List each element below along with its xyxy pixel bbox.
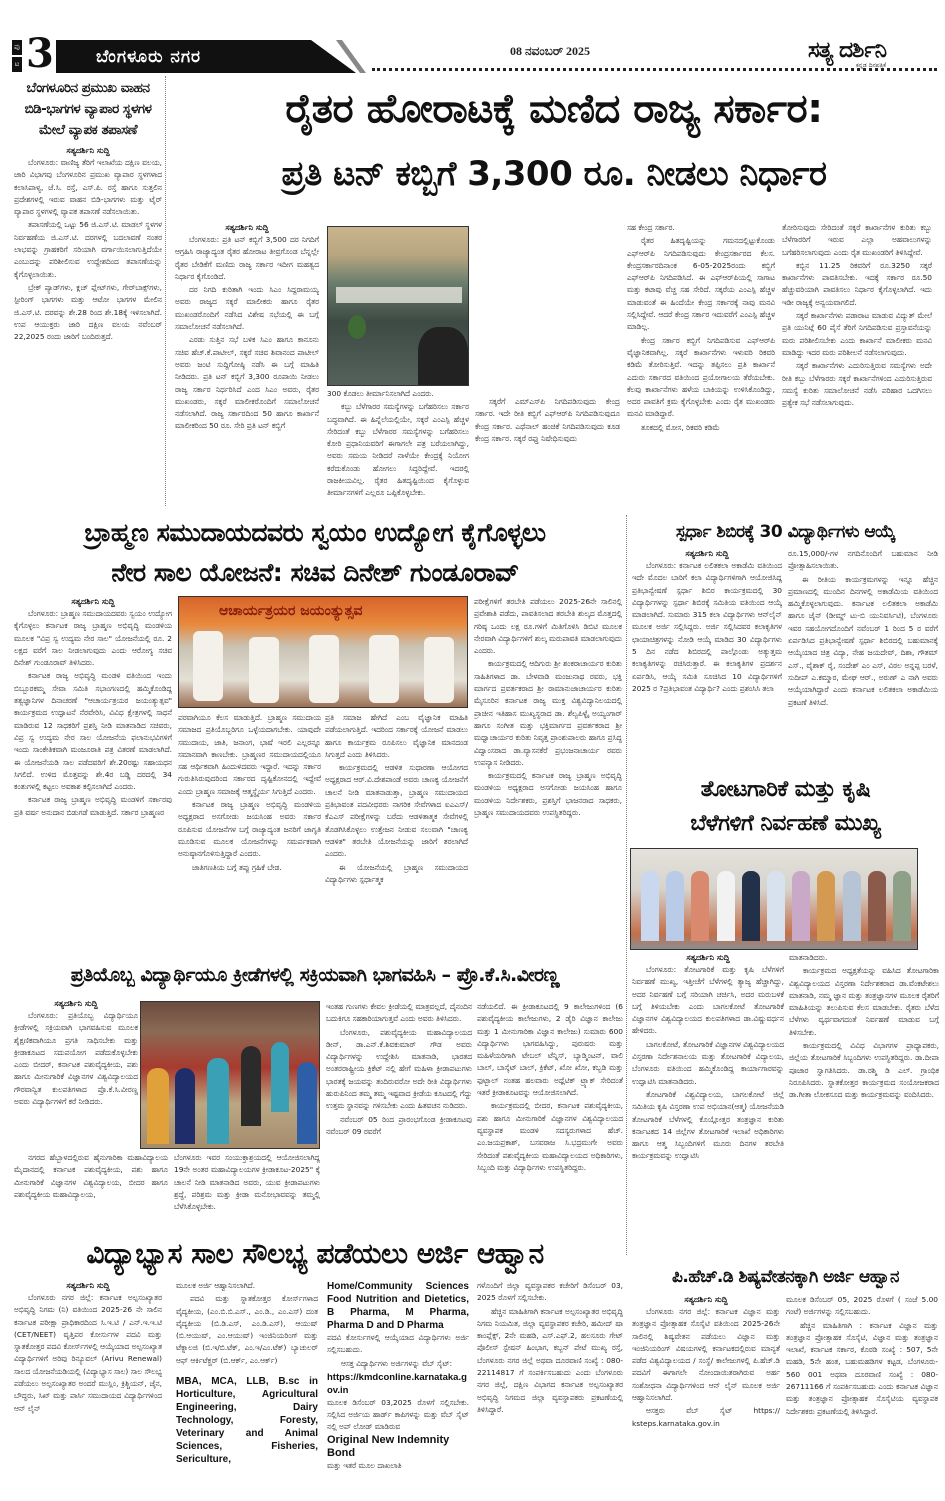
- article-sports-col1: ಸತ್ಯದರ್ಶಿನಿ ಸುದ್ದಿ ಬೆಂಗಳೂರು: ಪ್ರತಿಯೊಬ್ಬ ವಿದ್ಯಾರ್ಥಿಯೂ ಕ್ರೀಡೆಗಳಲ್ಲಿ ಸಕ್ರಿಯವಾಗಿ ಭಾಗವಹಿಸುವ ಮೂಲಕ ಶೈಕ್ಷಣಿಕವಾಗಿಯೂ ಪ್ರಗತಿ ಸಾಧಿಸಬೇಕು ಮತ್ತು ಕ್ರೀಡಾಕೂಟದ ಸದುಪಯೋಗ ಪಡೆದುಕೊಳ್ಳಬೇಕು ಎಂದು ಬೀದರ್, ಕರ್ನಾಟಕ ಪಶುವೈದ್ಯಕೀಯ, ಪಶು ಹಾಗೂ ಮೀನುಗಾರಿಕೆ ವಿಜ್ಞಾನಗಳ ವಿಶ್ವವಿದ್ಯಾಲಯದ ಗೌರವಾನ್ವಿತ ಕುಲಪತಿಗಳಾದ ಪ್ರೊ.ಕೆ.ಸಿ.ವೀರಣ್ಣ ಅವರು ವಿದ್ಯಾರ್ಥಿಗಳಿಗೆ ಕರೆ ನೀಡಿದರು.: [14, 999, 138, 1107]
- byline: ಸತ್ಯದರ್ಶಿನಿ ಸುದ್ದಿ: [685, 549, 729, 558]
- column-divider: [165, 76, 166, 506]
- article-inspection: [14, 76, 162, 506]
- byline: ಸತ್ಯದರ್ಶಿನಿ ಸುದ್ದಿ: [225, 223, 269, 232]
- page-number: 3: [26, 30, 54, 77]
- page-tag-top: ಪು: [12, 40, 22, 55]
- article-sports-col1b: ನಗರದ ಹೆಬ್ಬಾಳದಲ್ಲಿರುವ ಹೈನುಗಾರಿಕಾ ಮಹಾವಿದ್ಯಾಲಯ ಮೈದಾನದಲ್ಲಿ ಕರ್ನಾಟಕ ಪಶುವೈದ್ಯಕೀಯ, ಪಶು ಹಾಗೂ ಮೀನುಗಾರಿಕೆ ವಿಜ್ಞಾನಗಳ ವಿಶ್ವವಿದ್ಯಾಲಯ, ಬೀದರ ಹಾಗೂ ಪಶುವೈದ್ಯಕೀಯ ಮಹಾವಿದ್ಯಾಲಯ,: [14, 1153, 168, 1199]
- section-title: ಬೆಂಗಳೂರು ನಗರ: [96, 47, 202, 67]
- art-camp-headline: ಸ್ಪರ್ಧಾ ಶಿಬಿರಕ್ಕೆ 30 ವಿದ್ಯಾರ್ಥಿಗಳು ಆಯ್ಕೆ: [675, 522, 896, 542]
- award-ceremony-photo: [178, 596, 468, 708]
- brahmin-headline-line2: ನೇರ ಸಾಲ ಯೋಜನೆ: ಸಚಿವ ದಿನೇಶ್ ಗುಂಡೂರಾವ್: [111, 558, 519, 587]
- article-horticulture-col2: ಮಾತನಾಡಿದರು. ಕಾರ್ಯಕ್ರಮದ ಅಧ್ಯಕ್ಷತೆಯನ್ನು ವಹಿಸಿದ ತೋಟಗಾರಿಕಾ ವಿಶ್ವವಿದ್ಯಾಲಯದ ವಿಸ್ತರಣಾ ನಿರ್ದೇಶಕರಾದ ಡಾ.ವೆಂಕಟೇಶಲು ಮಾತನಾಡಿ, ನಮ್ಮ ಜ್ಞಾನ ಮತ್ತು ತಂತ್ರಜ್ಞಾನಗಳ ಮೂಲಕ ರೈತರಿಗೆ ಮಾಹಿತಿಯನ್ನು ತಲುಪಿಸುವ ಕೆಲಸ ಮಾಡಬೇಕು. ರೈತರು ಬೆಳೆದ ಬೆಳೆಗಳು ವ್ಯರ್ಥವಾಗದಂತೆ ನಿರ್ವಹಣೆ ಮಾಡುವ ಬಗ್ಗೆ ತಿಳಿಸಬೇಕು. ಕಾರ್ಯಕ್ರಮದಲ್ಲಿ ವಿವಿಧ ವಿಭಾಗಗಳ ಪ್ರಾಧ್ಯಾಪಕರು, ಜಿಲ್ಲೆಯ ತೋಟಗಾರಿಕೆ ಸಿಬ್ಬಂದಿಗಳು ಉಪಸ್ಥಿತರಿದ್ದರು. ಡಾ.ದೀಪಾ ಪೂಜಾರ ಸ್ವಾಗತಿಸಿದರು. ಡಾ.ರಶ್ಮಿ ಡಿ ಎಲ್. ಗ್ರಾಂಥಿಕ ನಿರೂಪಿಸಿದರು. ಸ್ನಾತಕೋತ್ತರ ಕಾರ್ಯಕ್ರಮದ ಸಂಯೋಜಕರಾದ ಡಾ.ಗೀತಾ ಲೋಕಸೂದ ಮತ್ತು ಕಾರ್ಯಕ್ರಮವನ್ನು ವಂದಿಸಿದರು.: [789, 953, 939, 1100]
- indemnity-bond-text: Original New Indemnity Bond: [327, 1433, 450, 1459]
- article-eduloan-col2: ಮೂಲಕ ಅರ್ಜಿ ಆಹ್ವಾನಿಸಲಾಗಿದೆ. ಪದವಿ ಮತ್ತು ಸ್ನಾತಕೋತ್ತರ ಕೋರ್ಸ್‌ಗಳಾದ ವೈದ್ಯಕೀಯ, (ಎಂ.ಬಿ.ಬಿ.ಎಸ್., ಎಂ.ಡಿ., ಎಂ.ಎಸ್) ದಂತ ವೈದ್ಯಕೀಯ (ಬಿ.ಡಿ.ಎಸ್, ಎಂ.ಡಿ.ಎಸ್), ಆಯುಷ್ (ಬಿ.ಆಯುಷ್, ಎಂ.ಆಯುಷ್) ಇಂಜಿನಿಯರಿಂಗ್ ಮತ್ತು ಟೆಕ್ನಾಲಜಿ (ಬಿ.ಇ/ಬಿ.ಟೆಕ್, ಎಂ.ಇ/ಎಂ.ಟೆಕ್) ಬ್ಯಾಚುಲರ್ ಆಫ್ ಆರ್ಕಿಟೆಕ್ಚರ್ (ಬಿ.ಆರ್ಕ್, ಎಂ.ಆರ್ಕ್) MBA, MCA, LLB, B.sc in Horticulture, Agricultural Engineering, Dairy Technology, Foresty, Veterinary and Animal Sciences, Fisheries, Sericulture,: [176, 1281, 318, 1465]
- article-sugarcane-col4: ತೋರಿಸುವುದು ಸೇರಿದಂತೆ ಸಕ್ಕರೆ ಕಾರ್ಖಾನೆಗಳ ಕುರಿತು ಕಬ್ಬು ಬೆಳೆಗಾರರಿಗೆ ಇರುವ ಎಲ್ಲಾ ಅಹವಾಲುಗಳನ್ನು ಬಗೆಹರಿಸಲಾಗುವುದು ಎಂದು ರೈತ ಮುಖಂಡರಿಗೆ ತಿಳಿಸಿದ್ದೇವೆ. ಕಬ್ಬಿನ 11.25 ರಿಕವರಿಗೆ ರೂ.3250 ಸಕ್ಕರೆ ಕಾರ್ಖಾನೆಗಳು ಪಾವತಿಸಬೇಕು. ಇದಕ್ಕೆ ಸರ್ಕಾರ ರೂ.50 ಹೆಚ್ಚುವರಿಯಾಗಿ ಪಾವತಿಸಲು ನಿರ್ಧಾರ ಕೈಗೊಳ್ಳಲಾಗಿದೆ. ಇದು ಇಡೀ ರಾಜ್ಯಕ್ಕೆ ಅನ್ವಯವಾಗಲಿದೆ. ಸಕ್ಕರೆ ಕಾರ್ಖಾನೆಗಳು ಪಡಾರಾಟ ಮಾಡುವ ವಿದ್ಯುತ್ ಮೇಲೆ ಪ್ರತಿ ಯುನಿಟ್ಗೆ 60 ಪೈಸೆ ತೆರಿಗೆ ನಿಗದಿಪಡಿಸುವ ಪ್ರಸ್ತಾವನೆಯನ್ನು ಮರು ಪರಿಶೀಲಿಸಬೇಕು ಎಂದು ಕಾರ್ಖಾನೆ ಮಾಲೀಕರು ಮನವಿ ಮಾಡಿದ್ದು ಇದರ ಮರು ಪರಿಶೀಲನೆ ನಡೆಸಲಾಗುವುದು. ಸಕ್ಕರೆ ಕಾರ್ಖಾನೆಗಳು ಎದುರಿಸುತ್ತಿರುವ ಸಮಸ್ಯೆಗಳು ಅದೇ ರೀತಿ ಕಬ್ಬು ಬೆಳೆಗಾರರು ಸಕ್ಕರೆ ಕಾರ್ಖಾನೆಗಳಿಂದ ಎದುರಿಸುತ್ತಿರುವ ಸಮಸ್ಯೆ ಕುರಿತು ಸಮಾಲೋಚನೆ ನಡೆಸಿ ಪರಿಹಾರ ಒದಗಿಸಲು ಪ್ರತ್ಯೇಕ ಸಭೆ ನಡೆಸಲಾಗುವುದು.: [782, 223, 932, 408]
- horticulture-group-photo: [630, 848, 918, 950]
- article-eduloan-col3: Home/Community Sciences Food Nutrition and Dietetics, B Pharma, M Pharma, Pharma D and D Pharma ಪದವಿ ಕೋರ್ಸುಗಳಲ್ಲಿ ಆಯ್ಕೆಯಾದ ವಿದ್ಯಾರ್ಥಿಗಳು ಅರ್ಜಿ ಸಲ್ಲಿಸಬಹುದು. ಆಸಕ್ತ ವಿದ್ಯಾರ್ಥಿಗಳು ಅರ್ಜಿಗಳನ್ನು ವೆಬ್ ಸೈಟ್: https://kmdconline.karnataka.gov.in ಮೂಲಕ ಡಿಸೆಂಬರ್ 03,2025 ರೊಳಗೆ ಸಲ್ಲಿಸಬೇಕು. ಸಲ್ಲಿಸಿದ ಅರ್ಜಿಯ ಹಾರ್ಡ್ ಕಾಪಿಗಳನ್ನು ಮತ್ತು ವೆಬ್ ಸೈಟ್ ನಲ್ಲಿ ಅಪ್ ಲೋಡ್ ಮಾಡಿರುವ Original New Indemnity Bond ಮತ್ತು ಇತರೆ ಮೂಲ ದಾಖಲಾತಿ: [327, 1281, 469, 1470]
- horticulture-headline-line1: ತೋಟಗಾರಿಕೆ ಮತ್ತು ಕೃಷಿ: [700, 777, 871, 802]
- dotted-rule: [372, 68, 937, 71]
- article-sports-col2: ಬೆಂಗಳೂರು ಇವರ ಸಂಯುಕ್ತಾಶ್ರಯದಲ್ಲಿ ಆಯೋಜಿಸಲಾಗಿದ್ದ 19ನೇ ಅಂತರ ಮಹಾವಿದ್ಯಾಲಯಗಳ ಕ್ರೀಡಾಕೂಟ-2025" ಕ್ಕೆ ಚಾಲನೆ ನೀಡಿ ಮಾತನಾಡಿದ ಅವರು, ಯುವ ಕ್ರೀಡಾಪಟುಗಳು ಶ್ರದ್ಧೆ, ಪರಿಶ್ರಮ ಮತ್ತು ಕ್ರೀಡಾ ಮನೋಭಾವವನ್ನು ತಮ್ಮಲ್ಲಿ ಬೆಳೆಸಿಕೊಳ್ಳಬೇಕು.: [174, 1153, 320, 1212]
- article-brahmin-col1: ಸತ್ಯದರ್ಶಿನಿ ಸುದ್ದಿ ಬೆಂಗಳೂರು: ಬ್ರಾಹ್ಮಣ ಸಮುದಾಯದವರು ಸ್ವಯಂ ಉದ್ಯೋಗ ಕೈಗೊಳ್ಳಲು ಕರ್ನಾಟಕ ರಾಜ್ಯ ಬ್ರಾಹ್ಮಣ ಅಭಿವೃದ್ಧಿ ಮಂಡಳಿಯ ಮೂಲಕ "ವಿಪ್ರ ಸ್ವ ಉದ್ಯಮ ನೇರ ಸಾಲ" ಯೋಜನೆಯಲ್ಲಿ ರೂ. 2 ಲಕ್ಷದ ವರೆಗೆ ಸಾಲ ನೀಡಲಾಗುವುದು ಎಂದು ಆರೋಗ್ಯ ಸಚಿವ ದಿನೇಶ್ ಗುಂಡೂರಾವ್ ತಿಳಿಸಿದರು. ಕರ್ನಾಟಕ ರಾಜ್ಯ ಅಭಿವೃದ್ಧಿ ಮಂಡಳಿ ವತಿಯಿಂದ ಇಂದು ಬಿಬ್ಬೂರಕಮ್ಮ ಸೇವಾ ಸಮಿತಿ ಸಭಾಂಗಣದಲ್ಲಿ ಹಮ್ಮಿಕೊಂಡಿದ್ದ ತತ್ವಜ್ಞಾನಿಗಳ ದಿನಾಚರಣೆ "ಆಚಾರ್ಯತ್ರಯರ ಜಯಂತ್ಯುತ್ಸವ" ಕಾರ್ಯಕ್ರಮದ ಉದ್ಘಾಟನೆ ನೆರವೇರಿಸಿ, ವಿವಿಧ ಕ್ಷೇತ್ರಗಳಲ್ಲಿ ಸಾಧನೆ ಮಾಡಿರುವ 12 ಸಾಧಕರಿಗೆ ಪ್ರಶಸ್ತಿ ನೀಡಿ ಮಾತನಾಡಿದ ಸಚಿವರು, ವಿಪ್ರ ಸ್ವ ಉದ್ಯಮ ನೇರ ಸಾಲ ಯೋಜನೆಯ ಫಲಾನುಭವಿಗಳಿಗೆ ಇಂದು ಸಾಂಕೇತಿಕವಾಗಿ ಮಂಜೂರಾತಿ ಪತ್ರ ವಿತರಣೆ ಮಾಡಲಾಗಿದೆ. ಈ ಯೋಜನೆಯಡಿ ಸಾಲ ಪಡೆದವರಿಗೆ ಶೇ.20ರಷ್ಟು ಸಹಾಯಧನ ಸಿಗಲಿದೆ. ಉಳಿದ ಮೊತ್ತವನ್ನು ಶೇ.4ರ ಬಡ್ಡಿ ದರದಲ್ಲಿ 34 ಕಂತುಗಳಲ್ಲಿ ಕಟ್ಟಲು ಅವಕಾಶ ಕಲ್ಪಿಸಲಾಗಿದೆ ಎಂದರು. ಕರ್ನಾಟಕ ರಾಜ್ಯ ಬ್ರಾಹ್ಮಣ ಅಭಿವೃದ್ಧಿ ಮಂಡಳಿಗೆ ಸರ್ಕಾರವು ಪ್ರತಿ ವರ್ಷ ಅನುದಾನ ಬಿಡುಗಡೆ ಮಾಡುತ್ತಿದೆ. ಸರ್ಕಾರ ಬ್ರಾಹ್ಮಣರ: [14, 597, 172, 817]
- byline: ಸತ್ಯದರ್ಶಿನಿ ಸುದ್ದಿ: [686, 953, 730, 962]
- issue-date: 08 ನವಂಬರ್ 2025: [510, 44, 591, 58]
- byline: ಸತ್ಯದರ್ಶಿನಿ ಸುದ್ದಿ: [66, 1281, 110, 1290]
- article-sugarcane-col1: ಸತ್ಯದರ್ಶಿನಿ ಸುದ್ದಿ ಬೆಂಗಳೂರು: ಪ್ರತಿ ಟನ್ ಕಬ್ಬಿಗೆ 3,500 ದರ ನಿಗದಿಗೆ ಆಗ್ರಹಿಸಿ ರಾಜ್ಯಾದ್ಯಂತ ರೈತರ ಹೋರಾಟ ತೀವ್ರಗೊಂಡ ಬೆನ್ನಲ್ಲೇ ರೈತರ ಬೇಡಿಕೆಗೆ ಮಣಿದು ರಾಜ್ಯ ಸರ್ಕಾರ ಇದೀಗ ಮಹತ್ವದ ನಿರ್ಧಾರ ಕೈಗೊಂಡಿದೆ. ದರ ನಿಗದಿ ಕುರಿತಾಗಿ ಇಂದು ಸಿಎಂ ಸಿದ್ದರಾಮಯ್ಯ ಅವರು ರಾಜ್ಯದ ಸಕ್ಕರೆ ಮಾಲೀಕರು ಹಾಗೂ ರೈತರ ಮುಖಂಡರೊಂದಿಗೆ ನಡೆಸಿದ ವಿಶೇಷ ಸಭೆಯಲ್ಲಿ ಈ ಬಗ್ಗೆ ಸಮಾಲೋಚನೆ ನಡೆಸಲಾಗಿದೆ. ಎರಡು ಸುತ್ತಿನ ಸಭೆ ಬಳಿಕ ಸಿಎಂ ಹಾಗೂ ಕಾನೂನು ಸಚಿವ ಹೆಚ್.ಕೆ.ಪಾಟೀಲ್, ಸಕ್ಕರೆ ಸಚಿವ ಶಿವಾನಂದ ಪಾಟೀಲ್ ಅವರು ಜಂಟಿ ಸುದ್ದಿಗೋಷ್ಠಿ ನಡೆಸಿ ಈ ಬಗ್ಗೆ ಮಾಹಿತಿ ನೀಡಿದರು. ಪ್ರತಿ ಟನ್ ಕಬ್ಬಿಗೆ 3,300 ರೂಪಾಯಿ ನೀಡಲು ರಾಜ್ಯ ಸರ್ಕಾರ ನಿರ್ಧರಿಸಿದೆ ಎಂದ ಸಿಎಂ ಅವರು, ರೈತರ ಮುಖಂಡರು, ಸಕ್ಕರೆ ಮಾಲೀಕರೊಂದಿಗೆ ಸಮಾಲೋಚನೆ ನಡೆಸಲಾಗಿದೆ. ರಾಜ್ಯ ಸರ್ಕಾರದಿಂದ 50 ಹಾಗೂ ಕಾರ್ಖಾನೆ ಮಾಲೀಕರಿಂದ 50 ರೂ. ಸೇರಿ ಪ್ರತಿ ಟನ್ ಕಬ್ಬಿಗೆ: [175, 223, 319, 431]
- byline: ಸತ್ಯದರ್ಶಿನಿ ಸುದ್ದಿ: [71, 597, 115, 606]
- paper-logo: ಸತ್ಯ ದರ್ಶಿನಿ: [808, 38, 886, 63]
- article-phd-col1: ಸತ್ಯದರ್ಶಿನಿ ಸುದ್ದಿ ಬೆಂಗಳೂರು ನಗರ ಜಿಲ್ಲೆ: ಕರ್ನಾಟಕ ವಿಜ್ಞಾನ ಮತ್ತು ತಂತ್ರಜ್ಞಾನ ಪ್ರೋತ್ಸಾಹಕ ಸೊಸೈಟಿ ವತಿಯಿಂದ 2025-26ನೇ ಸಾಲಿನಲ್ಲಿ ಶಿಷ್ಯವೇತನ ಪಡೆಯಲು ವಿಜ್ಞಾನ ಮತ್ತು ಇಂಜಿನಿಯರಿಂಗ್ ವಿಷಯಗಳಲ್ಲಿ ಕರ್ನಾಟಕದಲ್ಲಿರುವ ಮಾನ್ಯತೆ ಪಡೆದ ವಿಶ್ವವಿದ್ಯಾಲಯದ / ಸಂಸ್ಥೆ/ ಕಾಲೇಜುಗಳಲ್ಲಿ ಪಿ.ಹೆಚ್.ಡಿ ಪದವಿಗೆ ಈಗಾಗಲೇ ನೋಂದಾಯಿತರಾಗಿರುವ ಅರ್ಹ ಸಂಶೋಧನಾ ವಿದ್ಯಾರ್ಥಿಗಳಿಂದ ಆನ್ ಲೈನ್ ಮೂಲಕ ಅರ್ಜಿ ಆಹ್ವಾನಿಸಲಾಗಿದೆ. ಆಸಕ್ತರು ವೆಬ್ ಸೈಟ್ https:// ksteps.karnataka.gov.in: [632, 1295, 780, 1428]
- article-brahmin-col2b: ಪ್ರತಿ ಸಮಾಜ ಹೇಗಿದೆ ಎಂಬ ವೈಜ್ಞಾನಿಕ ಮಾಹಿತಿ ಪಡೆಯಲಾಗುತ್ತಿದೆ. ಇದರಿಂದ ಸರ್ಕಾರಕ್ಕೆ ಯೋಜನೆ ಮಾಡಲು ಹಾಗೂ ಕಾರ್ಯಕ್ರಮ ರೂಪಿಸಲು ವೈಜ್ಞಾನಿಕ ಮಾನದಂಡ ಸಿಗುತ್ತದೆ ಎಂದು ತಿಳಿಸಿದರು. ಕಾರ್ಯಕ್ರಮದಲ್ಲಿ ಆಡಳಿತ ಸುಧಾರಣಾ ಆಯೋಗದ ಅಧ್ಯಕ್ಷರಾದ ಆರ್.ವಿ.ದೇಶಪಾಂಡೆ ಅವರು ಚಾಣಕ್ಯ ಯೋಜನೆಗೆ ಚಾಲನೆ ನೀಡಿ ಮಾತನಾಡುತ್ತಾ, ಬ್ರಾಹ್ಮಣ ಸಮುದಾಯದ ಪ್ರತಿಭಾವಂತ ಪದವೀಧರರು ನಾಗರಿಕ ಸೇವೆಗಳಾದ ಐಎಎಸ್/ಕೆಎಎಸ್ ಪರೀಕ್ಷೆಗಳನ್ನು ಬರೆದು ಆಡಳಿತಾತ್ಮಕ ಸೇವೆಗಳಲ್ಲಿ ತೊಡಗಿಸಿಕೊಳ್ಳಲು ಉತ್ತೇಜನ ನೀಡುವ ಸಲುವಾಗಿ "ಚಾಣಕ್ಯ ಆಡಳಿತ" ತರಬೇತಿ ಯೋಜನೆಯನ್ನು ಜಾರಿಗೆ ತರಲಾಗಿದೆ ಎಂದರು. ಈ ಯೋಜನೆಯಲ್ಲಿ ಬ್ರಾಹ್ಮಣ ಸಮುದಾಯದ ವಿದ್ಯಾರ್ಥಿಗಳು ಸ್ಪರ್ಧಾತ್ಮಕ: [325, 713, 468, 884]
- article-brahmin-col3: ಪರೀಕ್ಷೆಗಳಿಗೆ ತರಬೇತಿ ಪಡೆಯಲು 2025-26ನೇ ಸಾಲಿನಲ್ಲಿ ಪ್ರವೇಶಾತಿ ಪಡೆದು, ಪಾವತಿಸಲಾದ ತರಬೇತಿ ಶುಲ್ಕದ ಮೊತ್ತದಲ್ಲಿ ಗರಿಷ್ಠ ಒಂದು ಲಕ್ಷ ರೂ.ಗಳಿಗೆ ಮಿತಿಗೊಳಿಸಿ ಡಿಬಿಟಿ ಮೂಲಕ ನೇರವಾಗಿ ವಿದ್ಯಾರ್ಥಿಗಳಿಗೆ ಶುಲ್ಕ ಮರುಪಾವತಿ ಮಾಡಲಾಗುವುದು ಎಂದರು. ಕಾರ್ಯಕ್ರಮದಲ್ಲಿ ಆದಿಗುರು ಶ್ರೀ ಶಂಕರಾಚಾರ್ಯರ ಕುರಿತು ಸಾಹಿತಿಗಳಾದ ಡಾ. ಬೇಳವಾಡಿ ಮಂಜುನಾಥ ರವರು, ಭಕ್ತಿ ಮಾರ್ಗದ ಪ್ರವರ್ತಕರಾದ ಶ್ರೀ ರಾಮಾನುಜಾಚಾರ್ಯರ ಕುರಿತು ಮೈಸೂರಿನ ಕರ್ನಾಟಕ ರಾಜ್ಯ ಮುಕ್ತ ವಿಶ್ವವಿದ್ಯಾನಿಲಯದಲ್ಲಿ ಪ್ರಾಚೀನ ಇತಿಹಾಸ ಮುಖ್ಯಸ್ಥರಾದ ಡಾ. ಶೆಲ್ವಪಿಳ್ಳೈ ಅಯ್ಯಂಗಾರ್ ಹಾಗೂ ಸಂಗೀತ ಮತ್ತು ಭಕ್ತಿಮಾರ್ಗದ ಪ್ರವರ್ತಕರಾದ ಶ್ರೀ ಮಧ್ವಾಚಾರ್ಯರ ಕುರಿತು ನಿವೃತ್ತ ಪ್ರಾಂಶುಪಾಲರು ಹಾಗೂ ಪ್ರಸಿದ್ಧ ವಿದ್ವಾಂಸರಾದ ಡಾ.ವ್ಯಾಸನಕೆರೆ ಪ್ರಭಂಜನಾಚಾರ್ಯ ರವರು ಉಪನ್ಯಾಸ ನೀಡಿದರು. ಕಾರ್ಯಕ್ರಮದಲ್ಲಿ ಕರ್ನಾಟಕ ರಾಜ್ಯ ಬ್ರಾಹ್ಮಣ ಅಭಿವೃದ್ಧಿ ಮಂಡಳಿಯ ಅಧ್ಯಕ್ಷರಾದ ಅಸಗೋಡು ಜಯಸಿಂಹ ಹಾಗೂ ಮಂಡಳಿಯ ನಿರ್ದೇಶಕರು, ಪ್ರಶಸ್ತಿಗೆ ಭಾಜನರಾದ ಸಾಧಕರು, ಬ್ರಾಹ್ಮಣ ಸಮುದಾಯದವರು ಉಪಸ್ಥಿತರಿದ್ದರು.: [474, 597, 622, 818]
- page-tag: [12, 40, 22, 72]
- meeting-photo: [327, 226, 469, 386]
- education-loan-headline: ವಿದ್ಯಾಭ್ಯಾಸ ಸಾಲ ಸೌಲಭ್ಯ ಪಡೆಯಲು ಅರ್ಜಿ ಆಹ್ವಾನ: [86, 1237, 544, 1270]
- byline: ಸತ್ಯದರ್ಶಿನಿ ಸುದ್ದಿ: [54, 999, 98, 1008]
- paper-tagline: ಕನ್ನಡ ದಿನಪತ್ರಿಕೆ: [856, 62, 887, 69]
- article-horticulture-col1: ಸತ್ಯದರ್ಶಿನಿ ಸುದ್ದಿ ಬೆಂಗಳೂರು: ತೋಟಗಾರಿಕೆ ಮತ್ತು ಕೃಷಿ ಬೆಳೆಗಳಿಗೆ ನಿರ್ವಹಣೆ ಮುಖ್ಯ, ಇತ್ತೀಚೆಗೆ ಬೆಳೆಗಳಲ್ಲಿ ತ್ಯಾಜ್ಯ ಹೆಚ್ಚಾಗಿದ್ದು, ಅದರ ನಿರ್ವಹಣೆ ಬಗ್ಗೆ ಸರಿಯಾಗಿ ಚರ್ಚಿಸಿ, ಅದರ ಮರುಬಳಕೆ ಬಗ್ಗೆ ತಿಳಿಯಬೇಕು ಎಂದು ಬಾಗಲಕೋಟೆ ತೋಟಗಾರಿಕೆ ವಿಜ್ಞಾನಗಳ ವಿಶ್ವವಿದ್ಯಾಲಯದ ಕುಲಪತಿಗಳಾದ ಡಾ.ವಿಷ್ಣುವರ್ಧನ ಹೇಳಿದರು. ಬಾಗಲಕೋಟೆ, ತೋಟಗಾರಿಕೆ ವಿಜ್ಞಾನಗಳ ವಿಶ್ವವಿದ್ಯಾಲಯದ ವಿಸ್ತರಣಾ ನಿರ್ದೇಶನಾಲಯ ಮತ್ತು ತೋಟಗಾರಿಕೆ ವಿದ್ಯಾಲಯ, ಬೆಂಗಳೂರು ವತಿಯಿಂದ ಹಮ್ಮಿಕೊಂಡಿದ್ದ ಕಾರ್ಯಾಗಾರವನ್ನು ಉದ್ಘಾಟಿಸಿ ಮಾತನಾಡಿದರು. ತೋಟಗಾರಿಕೆ ವಿಶ್ವವಿದ್ಯಾಲಯ, ಬಾಗಲಕೋಟೆ ಜಿಲ್ಲೆ ಸಮಿತಿಯ ಕೃಷಿ ವಿಸ್ತರಣಾ ಉಪ ಅಭಿಯಾನ(ಆತ್ಮ) ಯೋಜನೆಯಡಿ ತೋಟಗಾರಿಕೆ ಬೆಳೆಗಳಲ್ಲಿ ಕೊಯ್ಲೋತ್ತರ ತಂತ್ರಜ್ಞಾನ ಕುರಿತು ಕರ್ನಾಟಕದ 14 ಜಿಲ್ಲೆಗಳ ತೋಟಗಾರಿಕೆ ಇಲಾಖೆ ಅಧಿಕಾರಿಗಳು ಹಾಗೂ ಆತ್ಮ ಸಿಬ್ಬಂದಿಗಳಿಗೆ ಮೂರು ದಿನಗಳ ತರಬೇತಿ ಕಾರ್ಯಕ್ರಮವನ್ನು ಉದ್ಘಾಟಿಸಿ: [632, 953, 784, 1161]
- sports-group-photo: [140, 1001, 320, 1149]
- article-headline: ಬೆಂಗಳೂರಿನ ಪ್ರಮುಖ ವಾಹನ ಬಿಡಿ-ಭಾಗಗಳ ವ್ಯಾಪಾರ ಸ್ಥಳಗಳ ಮೇಲೆ ವ್ಯಾಪಕ ತಪಾಸಣೆ: [24, 80, 152, 138]
- byline: ಸತ್ಯದರ್ಶಿನಿ ಸುದ್ದಿ: [684, 1295, 728, 1304]
- column-divider: [626, 515, 627, 1255]
- article-sugarcane-col2: 300 ಕೊಡಲು ತೀರ್ಮಾನಿಸಲಾಗಿದೆ ಎಂದರು. ಕಬ್ಬು ಬೆಳೆಗಾರರ ಸಮಸ್ಯೆಗಳನ್ನು ಬಗೆಹರಿಸಲು ಸರ್ಕಾರ ಬದ್ಧವಾಗಿದೆ. ಈ ಹಿನ್ನೆಲೆಯಲ್ಲಿಯೇ, ಸಕ್ಕರೆ ಎಂಎಸ್ಪಿ ಹೆಚ್ಚಳ ಸೇರಿದಂತೆ ಕಬ್ಬು ಬೆಳೆಗಾರರ ಸಮಸ್ಯೆಗಳನ್ನು ಬಗೆಹರಿಸಲು ಕೋರಿ ಪ್ರಧಾನಿಯವರಿಗೆ ಈಗಾಗಲೇ ಪತ್ರ ಬರೆಯಲಾಗಿದ್ದು, ಅವರು ಸಮಯ ನೀಡಿದರೆ ನಾಳೆಯೇ ಕೇಂದ್ರಕ್ಕೆ ನಿಯೋಗ ಕರೆದುಕೊಂಡು ಹೋಗಲು ಸಿದ್ಧರಿದ್ದೇವೆ. ಇದರಲ್ಲಿ ರಾಜಕೀಯವಿಲ್ಲ. ರೈತರ ಹಿತದೃಷ್ಟಿಯಿಂದ ಕೈಗೊಳ್ಳುವ ತೀರ್ಮಾನಗಳಿಗೆ ಎಲ್ಲರೂ ಒಪ್ಪಿಕೊಳ್ಳಬೇಕು.: [327, 389, 469, 498]
- phd-headline: ಪಿ.ಹೆಚ್.ಡಿ ಶಿಷ್ಯವೇತನಕ್ಕಾಗಿ ಅರ್ಜಿ ಆಹ್ವಾನ: [671, 1267, 900, 1287]
- horticulture-headline-line2: ಬೆಳೆಗಳಿಗೆ ನಿರ್ವಹಣೆ ಮುಖ್ಯ: [690, 811, 881, 836]
- lead-headline-line2: ಪ್ರತಿ ಟನ್ ಕಬ್ಬಿಗೆ 3,300 ರೂ. ನೀಡಲು ನಿರ್ಧಾರ: [281, 154, 827, 194]
- lead-headline-line1: ರೈತರ ಹೋರಾಟಕ್ಕೆ ಮಣಿದ ರಾಜ್ಯ ಸರ್ಕಾರ:: [285, 86, 823, 132]
- sports-headline: ಪ್ರತಿಯೊಬ್ಬ ವಿದ್ಯಾರ್ಥಿಯೂ ಕ್ರೀಡೆಗಳಲ್ಲಿ ಸಕ್ರಿಯವಾಗಿ ಭಾಗವಹಿಸಿ – ಪ್ರೊ.ಕೆ.ಸಿ.ವೀರಣ್ಣ: [70, 964, 560, 986]
- brahmin-headline-line1: ಬ್ರಾಹ್ಮಣ ಸಮುದಾಯದವರು ಸ್ವಯಂ ಉದ್ಯೋಗ ಕೈಗೊಳ್ಳಲು: [84, 518, 546, 547]
- photo-banner-text: ಆಚಾರ್ಯತ್ರಯರ ಜಯಂತ್ಯುತ್ಸವ: [219, 603, 363, 619]
- article-phd-col2: ಮೂಲಕ ಡಿಸೆಂಬರ್ 05, 2025 ರೊಳಗೆ ( ಸಂಜೆ 5.00 ಗಂಟೆ) ಅರ್ಜಿಗಳನ್ನು ಸಲ್ಲಿಸಬಹುದು. ಹೆಚ್ಚಿನ ಮಾಹಿತಿಗಾಗಿ : ಕರ್ನಾಟಕ ವಿಜ್ಞಾನ ಮತ್ತು ತಂತ್ರಜ್ಞಾನ ಪ್ರೋತ್ಸಾಹಕ ಸೊಸೈಟಿ, ವಿಜ್ಞಾನ ಮತ್ತು ತಂತ್ರಜ್ಞಾನ ಇಲಾಖೆ, ಕರ್ನಾಟಕ ಸರ್ಕಾರ, ಕೊಠಡಿ ಸಂಖ್ಯೆ : 507, 5ನೇ ಮಹಡಿ, 5ನೇ ಹಂತ, ಬಹುಮಹಡಿಗಳ ಕಟ್ಟಡ, ಬೆಂಗಳೂರು- 560 001 ಅಥವಾ ದೂರವಾಣಿ ಸಂಖ್ಯೆ : 080-26711166 ಗೆ ಸಂಪರ್ಕಿಸಬಹುದು ಎಂದು ಕರ್ನಾಟಕ ವಿಜ್ಞಾನ ಮತ್ತು ತಂತ್ರಜ್ಞಾನ ಪ್ರೋತ್ಸಾಹಕ ಸೊಸೈಟಿಯ ವ್ಯವಸ್ಥಾಪಕ ನಿರ್ದೇಶಕರು ಪ್ರಕಟಣೆಯಲ್ಲಿ ತಿಳಿಸಿದ್ದಾರೆ.: [786, 1295, 938, 1416]
- article-sports-col3: ಇಂತಹ ಗುಣಗಳು ಕೇವಲ ಕ್ರೀಡೆಯಲ್ಲಿ ಮಾತ್ರವಲ್ಲದೆ, ದೈನಂದಿನ ಬದುಕಿಗೂ ಸಹಕಾರಿಯಾಗುತ್ತವೆ ಎಂದು ಅವರು ತಿಳಿಸಿದರು. ಬೆಂಗಳೂರು, ಪಶುವೈದ್ಯಕೀಯ ಮಹಾವಿದ್ಯಾಲಯದ ಡೀನ್, ಡಾ.ಎನ್.ಕೆ.ಶಿವಕುಮಾರ್ ಗೌಡ ಅವರು ವಿದ್ಯಾರ್ಥಿಗಳನ್ನು ಉದ್ದೇಶಿಸಿ ಮಾತನಾಡಿ, ಭಾರತದ ಅಂತರರಾಷ್ಟ್ರೀಯ ಕ್ರಿಕೆಟ್ ನಲ್ಲಿ ಹೇಗೆ ಮಹಿಳಾ ಕ್ರೀಡಾಪಟುಗಳು ಭಾರತಕ್ಕೆ ಜಯವನ್ನು ತಂದಿರುವರೋ ಅದೇ ರೀತಿ ವಿದ್ಯಾರ್ಥಿಗಳು ಹುರುಪಿನಿಂದ ತಮ್ಮ ತಮ್ಮ ಇಷ್ಟವಾದ ಕ್ರೀಡೆಯ ಕೂಟದಲ್ಲಿ ಗೆದ್ದು ಉತ್ತಮ ಸ್ಥಾನವನ್ನು ಗಳಿಸಬೇಕು ಎಂದು ಹಿತವಚನ ನುಡಿದರು. ನವೆಂಬರ್ 05 ರಿಂದ ಪ್ರಾರಂಭಗೊಂಡ ಕ್ರೀಡಾಕೂಟವು ನವೆಂಬರ್ 09 ರವರೆಗೆ: [326, 1002, 472, 1136]
- byline: ಸತ್ಯದರ್ಶಿನಿ ಸುದ್ದಿ: [66, 146, 110, 155]
- article-body: ಬೆಂಗಳೂರು: ವಾಣಿಜ್ಯ ತೆರಿಗೆ ಇಲಾಖೆಯ ದಕ್ಷಿಣ ವಲಯ, ಜಾರಿ ವಿಭಾಗವು ಬೆಂಗಳೂರಿನ ಪ್ರಮುಖ ವ್ಯಾಪಾರ ಸ್ಥಳಗಳಾದ ಕಲಾಸಿಪಾಳ್ಯ, ಜೆ.ಸಿ. ರಸ್ತೆ, ಎಸ್.ಪಿ. ರಸ್ತೆ ಹಾಗೂ ಸುತ್ತಲಿನ ಪ್ರದೇಶಗಳಲ್ಲಿ ಇರುವ ವಾಹನ ಬಿಡಿ-ಭಾಗಗಳು ಮತ್ತು ಟೈರ್ ವ್ಯಾಪಾರ ಸ್ಥಳಗಳಲ್ಲಿ ವ್ಯಾಪಕ ತಪಾಸಣೆ ನಡೆಸಲಾಯಿತು. ತಪಾಸಣೆಯಲ್ಲಿ ಒಟ್ಟು 56 ಜಿ.ಎಸ್.ಟಿ. ಮಾಡಲ್ ಸ್ಥಳಗಳ ನಿರ್ವಹಣೆಯ ಜಿ.ಎಸ್.ಟಿ. ದರಗಳಲ್ಲಿ ಬದಲಾವಣೆ ನಂತರ ಲಾಭವನ್ನು ಗ್ರಾಹಕರಿಗೆ ಸರಿಯಾಗಿ ವರ್ಗಾಯಿಸಲಾಗುತ್ತಿದೆಯೇ ಎಂಬುದನ್ನು ಪರಿಶೀಲಿಸುವ ಉದ್ದೇಶದಿಂದ ತಪಾಸಣೆಯನ್ನು ಕೈಗೊಳ್ಳಲಾಯಿತು. ಬ್ರೇಕ್ ಪ್ಯಾಡ್‌ಗಳು, ಕ್ಲಚ್ ಪ್ಲೇಟ್‌ಗಳು, ಗೇರ್‌ಬಾಕ್ಸ್‌ಗಳು, ಸ್ಟೀರಿಂಗ್ ಭಾಗಗಳು ಮತ್ತು ಆಟೋ ಭಾಗಗಳ ಮೇಲಿನ ಜಿ.ಎಸ್.ಟಿ. ದರವನ್ನು ಶೇ.28 ರಿಂದ ಶೇ.18ಕ್ಕೆ ಇಳಿಸಲಾಗಿದೆ. ಉಪ ಆಯುಕ್ತರು ಜಾರಿ ದಕ್ಷಿಣ ವಲಯ ನವೆಂಬರ್ 22,2025 ರಂದು ಜಾರಿಗೆ ಬಂದಿರುತ್ತದೆ.: [14, 158, 162, 342]
- article-artcamp-col2: ರೂ.15,000/-ಗಳ ನಗದಿನೊಂದಿಗೆ ಬಹುಮಾನ ನೀಡಿ ಪ್ರೋತ್ಸಾಹಿಸಲಾಯಿತು. ಈ ರೀತಿಯ ಕಾರ್ಯಕ್ರಮಗಳನ್ನು ಇನ್ನೂ ಹೆಚ್ಚಿನ ಪ್ರಮಾಣದಲ್ಲಿ ಮುಂದಿನ ದಿನಗಳಲ್ಲಿ ಅಕಾಡೆಮಿಯ ವತಿಯಿಂದ ಹಮ್ಮಿಕೊಳ್ಳಲಾಗುವುದು. ಕರ್ನಾಟಕ ಲಲಿತಕಲಾ ಅಕಾಡೆಮಿ ಹಾಗೂ ಜೈನ್ (ಡೀಮ್ಡ್ ಟು-ಬಿ ಯುನಿವರ್ಸಿಟಿ), ಬೆಂಗಳೂರು ಇವರ ಸಹಯೋಗದೊಂದಿಗೆ ನವೆಂಬರ್ 1 ರಿಂದ 5 ರ ವರೆಗೆ ಏರ್ಪಡಿಸಿದ ಪ್ರತಿಭಾನ್ವೇಷಣೆ ಸ್ಪರ್ಧಾ ಶಿಬಿರದಲ್ಲಿ ಬಹುಮಾನಕ್ಕೆ ಆಯ್ಕೆಯಾದ ಚಿತ್ರ ವಿದ್ಯಾ, ನೇಹ ಜಯದೇವ್, ದಿಶಾ, ಗೌತಮ್ ಎಸ್., ವೈಶಾಕ್ ರೈ, ಸಂದೇಶ್ ಎಂ ಎಸ್, ವಿಠಲ ಅನ್ನಪ್ಪ ಬರಳೆ, ಸುದೀಪ್ ಎ.ಕಮ್ಮಾರ, ಮೇಘ ಆರ್., ಅರುಣ್ ಎ ನಾಗಿ ಅವರು ಆಯ್ಕೆಯಾಗಿದ್ದಾರೆ ಎಂದು ಕರ್ನಾಟಕ ಲಲಿತಕಲಾ ಅಕಾಡೆಮಿಯ ಪ್ರಕಟಣೆ ತಿಳಿಸಿದೆ.: [788, 549, 938, 707]
- page-tag-bottom: ಟ: [12, 57, 22, 72]
- article-eduloan-col4: ಗಳೊಂದಿಗೆ ಜಿಲ್ಲಾ ವ್ಯವಸ್ಥಾಪಕರ ಕಚೇರಿಗೆ ಡಿಸೆಂಬರ್ 03, 2025 ರೊಳಗೆ ಸಲ್ಲಿಸಬೇಕು. ಹೆಚ್ಚಿನ ಮಾಹಿತಿಗಾಗಿ ಕರ್ನಾಟಕ ಅಲ್ಪಸಂಖ್ಯಾತರ ಅಭಿವೃದ್ಧಿ ನಿಗಮ ನಿಯಮಿತ, ಜಿಲ್ಲಾ ವ್ಯವಸ್ಥಾಪಕರ ಕಚೇರಿ, ಹಮೀದ್ ಷಾ ಕಾಂಪ್ಲೆಕ್ಸ್, 2ನೇ ಮಹಡಿ, ಎಸ್.ಎಫ್.2, ಹಲಸೂರು ಗೇಟ್ ಪೊಲೀಸ್ ಸ್ಟೇಷನ್ ಹಿಂಭಾಗ, ಕಬ್ಬನ್ ಪೇಟೆ ಮುಖ್ಯ ರಸ್ತೆ, ಬೆಂಗಳೂರು ನಗರ ಜಿಲ್ಲೆ ಅಥವಾ ದೂರವಾಣಿ ಸಂಖ್ಯೆ : 080-22114817 ಗೆ ಸಂಪರ್ಕಿಸಬಹುದು ಎಂದು ಬೆಂಗಳೂರು ನಗರ ಜಿಲ್ಲೆ, ದಕ್ಷಿಣ ವಿಭಾಗದ ಕರ್ನಾಟಕ ಅಲ್ಪಸಂಖ್ಯಾತರ ಅಭಿವೃದ್ಧಿ ನಿಗಮದ ಜಿಲ್ಲಾ ವ್ಯವಸ್ಥಾಪಕರು ಪ್ರಕಟಣೆಯಲ್ಲಿ ತಿಳಿಸಿದ್ದಾರೆ.: [477, 1281, 623, 1414]
- article-artcamp-col1: ಸತ್ಯದರ್ಶಿನಿ ಸುದ್ದಿ ಬೆಂಗಳೂರು: ಕರ್ನಾಟಕ ಲಲಿತಕಲಾ ಅಕಾಡೆಮಿ ವತಿಯಿಂದ ಇದೇ ಮೊದಲ ಬಾರಿಗೆ ಕಲಾ ವಿದ್ಯಾರ್ಥಿಗಳಿಗಾಗಿ ಆಯೋಜಿಸಿದ್ದ ಪ್ರತಿಭಾನ್ವೇಷಣೆ ಸ್ಪರ್ಧಾ ಶಿಬಿರ ಕಾರ್ಯಕ್ರಮದಲ್ಲಿ 30 ವಿದ್ಯಾರ್ಥಿಗಳನ್ನು ಸ್ಪರ್ಧಾ ಶಿಬಿರಕ್ಕೆ ಸಮಿತಿಯ ವತಿಯಿಂದ ಆಯ್ಕೆ ಮಾಡಲಾಗಿದೆ. ಸುಮಾರು 315 ಕಲಾ ವಿದ್ಯಾರ್ಥಿಗಳು ಆನ್‌ಲೈನ್ ಮೂಲಕ ಅರ್ಜಿ ಸಲ್ಲಿಸಿದ್ದರು. ಅರ್ಜಿ ಸಲ್ಲಿಸಿದವರ ಕಲಾಕೃತಿಗಳ ಛಾಯಾಚಿತ್ರಗಳನ್ನು ನೋಡಿ ಆಯ್ಕೆ ಮಾಡಿದ 30 ವಿದ್ಯಾರ್ಥಿಗಳು 5 ದಿನ ನಡೆದ ಶಿಬಿರದಲ್ಲಿ ಪಾಲ್ಗೊಂಡು ಅತ್ಯುತ್ತಮ ಕಲಾಕೃತಿಗಳನ್ನು ರಚಿಸಿರುತ್ತಾರೆ. ಈ ಕಲಾಕೃತಿಗಳ ಪ್ರದರ್ಶನ ಏರ್ಪಡಿಸಿ, ಆಯ್ಕೆ ಸಮಿತಿ ಸೂಚಿಸಿದ 10 ವಿದ್ಯಾರ್ಥಿಗಳಿಗೆ 2025 ರ ?ಪ್ರತಿಭಾವಂತ ವಿದ್ಯಾರ್ಥಿ? ಎಂದು ಪ್ರಶಂಸಿಸಿ ತಲಾ: [632, 549, 782, 693]
- eligible-courses-english-2: Home/Community Sciences Food Nutrition and Dietetics, B Pharma, M Pharma, Pharma D and D Pharma: [327, 1281, 469, 1331]
- article-sugarcane-col3: ಸಹ ಕೇಂದ್ರ ಸರ್ಕಾರ. ರೈತರ ಹಿತದೃಷ್ಟಿಯನ್ನು ಗಮನದಲ್ಲಿಟ್ಟುಕೊಂಡು ಎಫ್‌ಆರ್‌ಪಿ ನಿಗದಿಪಡಿಸುವುದು ಕೇಂದ್ರಸರ್ಕಾರದ ಕೆಲಸ. ಕೇಂದ್ರಸರ್ಕಾರದಿನಾಂಕ 6-05-2025ರಂದು ಕಬ್ಬಿಗೆ ಎಫ್‌ಆರ್‌ಪಿ ನಿಗದಿಪಡಿಸಿದೆ. ಈ ಎಫ್‌ಆರ್‌ಪಿಯಲ್ಲಿ ಸಾಗಾಟ ಮತ್ತು ಕಟಾವು ವೆಚ್ಚ ಸಹ ಸೇರಿದೆ. ಸಕ್ಕರೆಯ ಎಂಎಸ್ಪಿ ಹೆಚ್ಚಳ ಮಾಡುವಂತೆ ಈ ಹಿಂದೆಯೇ ಕೇಂದ್ರ ಸರ್ಕಾರಕ್ಕೆ ನಾವು ಮನವಿ ಸಲ್ಲಿಸಿದ್ದೇವೆ. ಆದರೆ ಕೇಂದ್ರ ಸರ್ಕಾರ ಇದುವರೆಗೆ ಎಂಎಸ್ಪಿ ಹೆಚ್ಚಳ ಮಾಡಿಲ್ಲ. ಕೇಂದ್ರ ಸರ್ಕಾರ ಕಬ್ಬಿಗೆ ನಿಗದಿಪಡಿಸುವ ಎಫ್‌ಆರ್‌ಪಿ ವೈಜ್ಞಾನಿಕವಾಗಿಲ್ಲ. ಸಕ್ಕರೆ ಕಾರ್ಖಾನೆಗಳು ಇಳುವರಿ ರಿಕವರಿ ಕಡಿಮೆ ತೋರಿಸುತ್ತಿವೆ. ಇದನ್ನು ತಪ್ಪಿಸಲು ಪ್ರತಿ ಕಾರ್ಖಾನೆ ಎದುರು ಸರ್ಕಾರದ ವತಿಯಿಂದ ಪ್ರಯೋಗಾಲಯ ತೆರೆಯಬೇಕು. ಕೆಲವು ಕಾರ್ಖಾನೆಗಳು ಹಳೆಯ ಬಾಕಿಯನ್ನು ಉಳಿಸಿಕೊಂಡಿದ್ದು, ಅದರ ಪಾವತಿಗೆ ಕ್ರಮ ಕೈಗೊಳ್ಳಬೇಕು ಎಂದು ರೈತ ಮುಖಂಡರು ಮನವಿ ಮಾಡಿದ್ದಾರೆ. ತೂಕದಲ್ಲಿ ಮೋಸ, ರಿಕವರಿ ಕಡಿಮೆ: [627, 223, 775, 432]
- article-sports-col4: ನಡೆಯಲಿದೆ. ಈ ಕ್ರೀಡಾಕೂಟದಲ್ಲಿ 9 ಕಾಲೇಜುಗಳಿಂದ (6 ಪಶುವೈದ್ಯಕೀಯ ಕಾಲೇಜುಗಳು, 2 ಡೈರಿ ವಿಜ್ಞಾನ ಕಾಲೇಜು ಮತ್ತು 1 ಮೀನುಗಾರಿಕಾ ವಿಜ್ಞಾನ ಕಾಲೇಜು) ಸುಮಾರು 600 ವಿದ್ಯಾರ್ಥಿಗಳು ಭಾಗವಹಿಸಿದ್ದು, ಪುರುಷರು ಮತ್ತು ಮಹಿಳೆಯರಿಗಾಗಿ ಟೇಬಲ್ ಟೆನ್ನಿಸ್, ಬ್ಯಾಡ್ಮಿಂಟನ್, ವಾಲಿ ಬಾಲ್, ಬಾಸ್ಕೆಟ್ ಬಾಲ್, ಕ್ರಿಕೆಟ್, ಖೋ ಖೋ, ಕಬ್ಬಡಿ ಮತ್ತು ಫುಟ್ಬಾಲ್ ನಂತಹ ಹಲವಾರು ಅಥ್ಲೆಟಿಕ್ ಟ್ರ್ಯಾಕ್ ಸೇರಿದಂತೆ ಇತರೆ ಕ್ರೀಡಾಕೂಟವನ್ನು ಆಯೋಜಿಸಲಾಗಿದೆ. ಕಾರ್ಯಕ್ರಮದಲ್ಲಿ ಬೀದರ, ಕರ್ನಾಟಕ ಪಶುವೈದ್ಯಕೀಯ, ಪಶು ಹಾಗೂ ಮೀನುಗಾರಿಕೆ ವಿಜ್ಞಾನಗಳ ವಿಶ್ವವಿದ್ಯಾಲಯದ ವ್ಯವಸ್ಥಾಪಕ ಮಂಡಳಿ ಸದಸ್ಯರುಗಳಾದ ಹೆಚ್. ಎಂ.ಜಯಪ್ರಕಾಶ್, ಬಸವರಾಜ ಸಿ.ಭದ್ರಮುಗೇ ಅವರು ಸೇರಿದಂತೆ ಪಶುವೈದ್ಯಕೀಯ ಮಹಾವಿದ್ಯಾಲಯದ ಅಧಿಕಾರಿಗಳು, ಸಿಬ್ಬಂದಿ ಮತ್ತು ವಿದ್ಯಾರ್ಥಿಗಳು ಉಪಸ್ಥಿತರಿದ್ದರು.: [477, 1002, 623, 1172]
- article-brahmin-col2: ಪರವಾಗಿಯೂ ಕೆಲಸ ಮಾಡುತ್ತಿದೆ. ಬ್ರಾಹ್ಮಣ ಸಮುದಾಯ ಸಮಾಜದ ಪ್ರತಿಯೊಬ್ಬರಿಗೂ ಒಳ್ಳೆಯದಾಗಬೇಕು. ಯಾವುದೇ ಸಮುದಾಯ, ಜಾತಿ, ಜನಾಂಗ, ಭಾಷೆ ಇರಲಿ ಎಲ್ಲರನ್ನೂ ಸಮಾನವಾಗಿ ಕಾಣಬೇಕು. ಬ್ರಾಹ್ಮಣರ ಸಮುದಾಯದಲ್ಲಿಯೂ ಸಹ ಆರ್ಥಿಕವಾಗಿ ಹಿಂದುಳಿದವರು ಇದ್ದಾರೆ. ಇದನ್ನು ಸರ್ಕಾರ ಗುರುತಿಸಿರುವುದರಿಂದ ಸರ್ಕಾರದ ದೃಷ್ಟಿಕೋನದಲ್ಲಿ ಇದ್ದೇವೆ ಎಂದು ಬ್ರಾಹ್ಮಣ ಸಮಾಜಕ್ಕೆ ಆತ್ಮಸ್ಥೈರ್ಯ ಸಿಗುತ್ತಿದೆ ಎಂದರು. ಕರ್ನಾಟಕ ರಾಜ್ಯ ಬ್ರಾಹ್ಮಣ ಅಭಿವೃದ್ಧಿ ಮಂಡಳಿಯ ಅಧ್ಯಕ್ಷರಾದ ಅಸಗೋಡು ಜಯಸಿಂಹ ಅವರು ಸರ್ಕಾರ ರೂಪಿಸುವ ಯೋಜನೆಗಳ ಬಗ್ಗೆ ರಾಜ್ಯಾದ್ಯಂತ ಜನರಿಗೆ ಜಾಗೃತಿ ಮೂಡಿಸುವ ಮೂಲಕ ಯೋಜನೆಗಳನ್ನು ಸಮರ್ಪಕವಾಗಿ ಅನುಷ್ಠಾನಗೊಳಿಸುತ್ತಿದ್ದಾರೆ ಎಂದರು. ಜಾತಿಗಣತಿಯ ಬಗ್ಗೆ ತಪ್ಪು ಗ್ರಹಿಕೆ ಬೇಡ.: [178, 713, 321, 872]
- article-eduloan-col1: ಸತ್ಯದರ್ಶಿನಿ ಸುದ್ದಿ ಬೆಂಗಳೂರು ನಗರ ಜಿಲ್ಲೆ: ಕರ್ನಾಟಕ ಅಲ್ಪಸಂಖ್ಯಾತರ ಅಭಿವೃದ್ಧಿ ನಿಗಮ (ನಿ) ವತಿಯಿಂದ 2025-26 ನೇ ಸಾಲಿನ ಕರ್ನಾಟಕ ಪರೀಕ್ಷಾ ಪ್ರಾಧಿಕಾರದಿಂದ ಸಿ.ಇ.ಟಿ / ಎನ್.ಇ.ಇ.ಟಿ (CET/NEET) ವೃತ್ತಿಪರ ಕೋರ್ಸುಗಳ ಪದವಿ ಮತ್ತು ಸ್ನಾತಕೋತ್ತರ ಪದವಿ ಕೋರ್ಸ್‌ಗಳಲ್ಲಿ ಆಯ್ಕೆಯಾದ ಅಲ್ಪಸಂಖ್ಯಾತ ವಿದ್ಯಾರ್ಥಿಗಳಿಗೆ ಅರಿವು ರಿನ್ಯೂವಲ್ (Arivu Renewal) ಸಾಲದ ಯೋಜನೆಯಡಿಯಲ್ಲಿ (ವಿದ್ಯಾಭ್ಯಾಸ ಸಾಲ) ಸಾಲ ಸೌಲಭ್ಯ ಪಡೆಯಲು ಅಲ್ಪಸಂಖ್ಯಾತರ ಅಂದರೆ ಮುಸ್ಲಿಂ, ಕ್ರಿಶ್ಚಿಯನ್, ಜೈನ, ಬೌದ್ಧರು, ಸಿಖ್ ಮತ್ತು ಪಾರ್ಸಿ ಸಮುದಾಯದ ವಿದ್ಯಾರ್ಥಿಗಳಿಂದ ಆನ್ ಲೈನ್: [14, 1281, 162, 1413]
- article-sugarcane-col2b: ಸಕ್ಕರೆಗೆ ಎಮ್‌ಎಸ್‌ಪಿ ನಿಗದಿಪಡಿಸುವುದು ಕೇಂದ್ರ ಸರ್ಕಾರ. ಇದೇ ರೀತಿ ಕಬ್ಬಿಗೆ ಎಫ್‌ಆರ್‌ಪಿ ನಿಗದಿಪಡಿಸುವುದೂ ಕೇಂದ್ರ ಸರ್ಕಾರ. ಎಥೆನಾಲ್ ಹಂಚಿಕೆ ನಿಗದಿಪಡಿಸುವುದು ಕೂಡ ಕೇಂದ್ರ ಸರ್ಕಾರ. ಸಕ್ಕರೆ ರಫ್ತು ನಿಷೇಧಿಸುವುದು: [475, 397, 620, 443]
- application-website-link[interactable]: https://kmdconline.karnataka.gov.in: [327, 1371, 467, 1396]
- eligible-courses-english: MBA, MCA, LLB, B.sc in Horticulture, Agricultural Engineering, Dairy Technology, Foresty, Veterinary and Animal Sciences, Fisheries, Sericulture,: [176, 1376, 318, 1465]
- masthead: [0, 0, 945, 77]
